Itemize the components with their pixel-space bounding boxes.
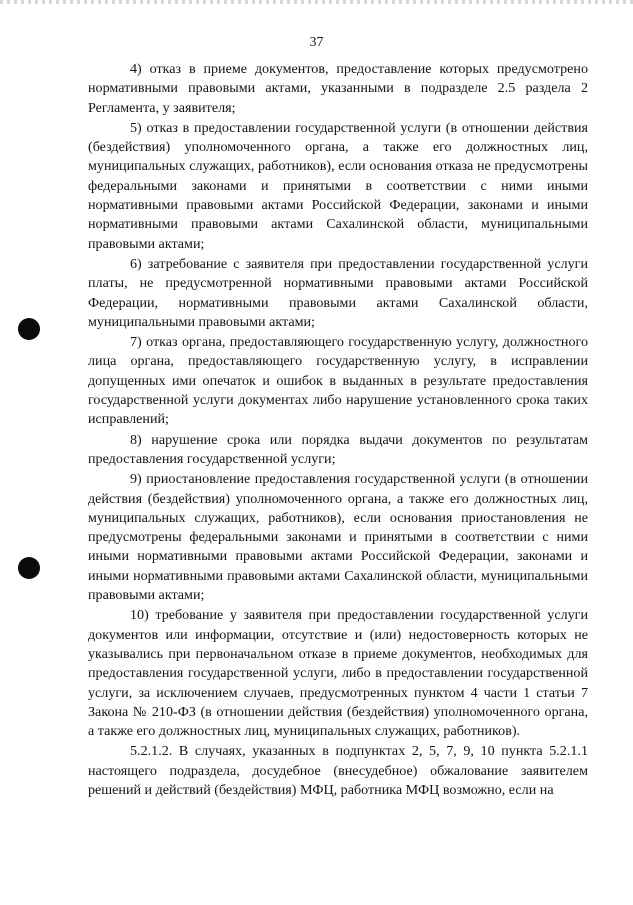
list-item-8: 8) нарушение срока или порядка выдачи документов по результатам предоставления государственной услуги; xyxy=(88,431,588,467)
list-item-6: 6) затребование с заявителя при предоставлении государственной услуги платы, не предусмотренной нормативными правовыми актами Российской Федерации, нормативными правовыми актами Сахалинской области, муниципальными правовыми актами; xyxy=(88,255,588,330)
punch-hole-mark xyxy=(18,318,40,340)
list-item-9: 9) приостановление предоставления государственной услуги (в отношении действия (бездействия) уполномоченного органа, а также его должностных лиц, муниципальных служащих, работников), если основания приостановления не предусмотрены федеральными законами и принятыми в соответствии с ними иными нормативными правовыми актами Российской Федерации, законами и иными нормативными правовыми актами Сахалинской области, муниципальными правовыми актами; xyxy=(88,471,588,604)
clause-5-2-1-2: 5.2.1.2. В случаях, указанных в подпунктах 2, 5, 7, 9, 10 пункта 5.2.1.1 настоящего подраздела, досудебное (внесудебное) обжалование заявителем решений и действий (бездействия) МФЦ, работника МФЦ возможно, если на xyxy=(88,743,588,798)
document-body xyxy=(88,60,588,801)
page-number: 37 xyxy=(309,35,324,50)
list-item-7: 7) отказ органа, предоставляющего государственную услугу, должностного лица органа, предоставляющего государственную услугу, в исправлении допущенных ими опечаток и ошибок в выданных в результате предоставления государственной услуги документах либо нарушение установленного срока таких исправлений; xyxy=(88,334,588,428)
list-item-5: 5) отказ в предоставлении государственной услуги (в отношении действия (бездействия) уполномоченного органа, а также его должностных лиц, муниципальных служащих, работников), если основания отказа не предусмотрены федеральными законами и принятыми в соответствии с ними иными нормативными правовыми актами Российской Федерации, законами и иными нормативными правовыми актами Сахалинской области, муниципальными правовыми актами; xyxy=(88,119,588,252)
punch-hole-mark xyxy=(18,557,40,579)
scan-top-edge xyxy=(0,0,633,4)
list-item-4: 4) отказ в приеме документов, предоставление которых предусмотрено нормативными правовыми актами, указанными в подразделе 2.5 раздела 2 Регламента, у заявителя; xyxy=(88,61,588,116)
list-item-10: 10) требование у заявителя при предоставлении государственной услуги документов или информации, отсутствие и (или) недостоверность которых не указывались при первоначальном отказе в приеме документов, необходимых для предоставления государственной услуги, либо в предоставлении государственной услуги, за исключением случаев, предусмотренных пунктом 4 части 1 статьи 7 Закона № 210-ФЗ (в отношении действия (бездействия) уполномоченного органа, а также его должностных лиц, муниципальных служащих, работников). xyxy=(88,607,588,740)
